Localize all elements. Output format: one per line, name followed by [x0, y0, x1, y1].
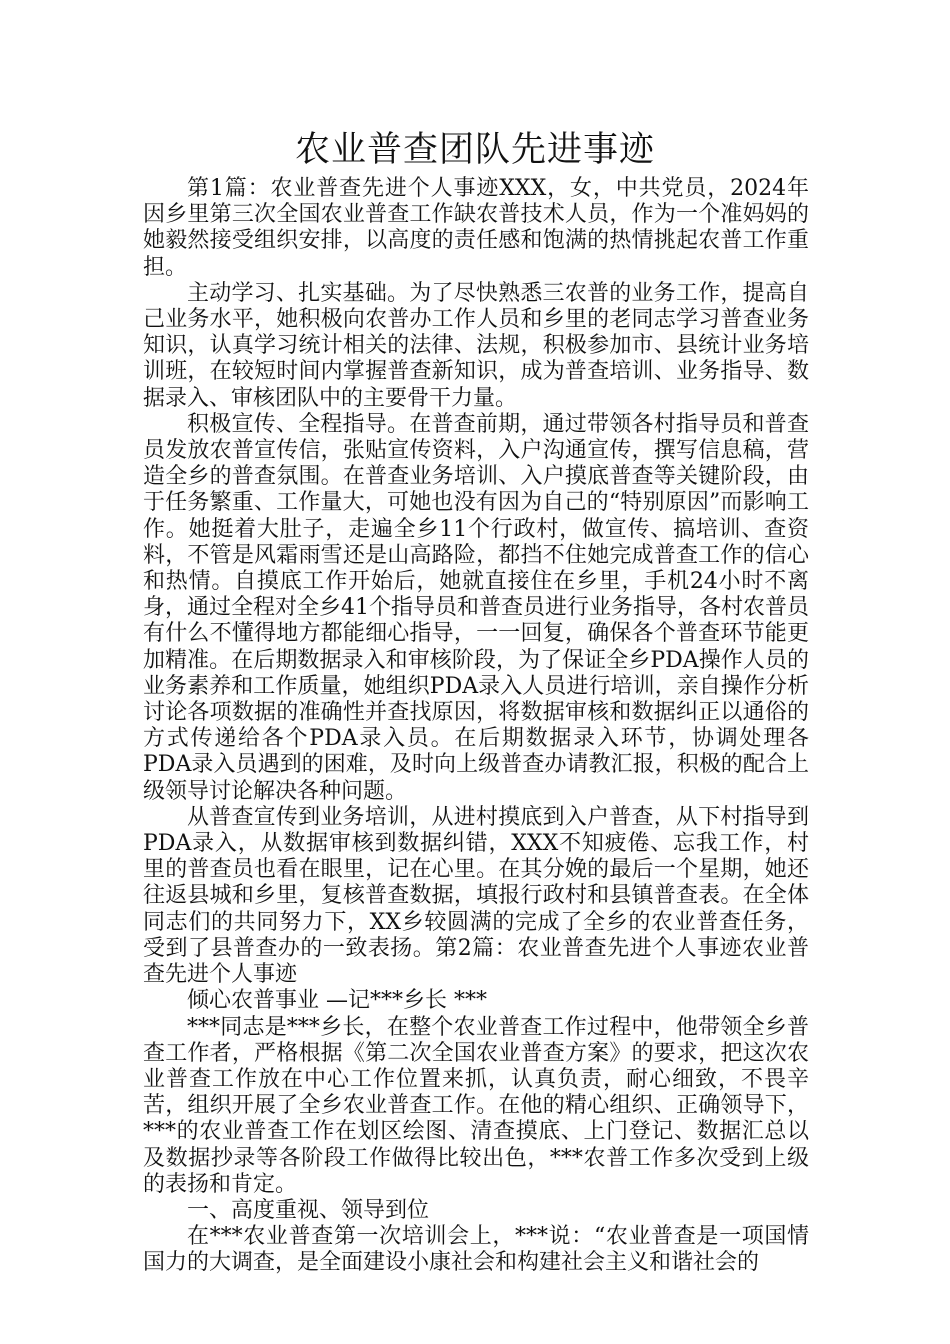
- paragraph-7: 一、高度重视、领导到位: [187, 1197, 430, 1223]
- paragraph-6: ***同志是***乡长，在整个农业普查工作过程中，他带领全乡普查工作者，严格根据《第二次全国农业普查方案》的要求，把这次农业普查工作放在中心工作位置来抓，认真负责，耐心细致，不畏辛苦，组织开展了全乡农业普查工作。在他的精心组织、正确领导下，***的农业普查工作在划区绘图、清查摸底、上门登记、数据汇总以及数据抄录等各阶段工作做得比较出色，***农普工作多次受到上级的表扬和肯定。: [143, 1014, 809, 1197]
- paragraph-8: 在***农业普查第一次培训会上，***说：“农业普查是一项国情国力的大调查，是全面建设小康社会和构建社会主义和谐社会的: [143, 1224, 809, 1276]
- paragraph-5: 倾心农普事业 —记***乡长 ***: [187, 988, 487, 1014]
- paragraph-2: 主动学习、扎实基础。为了尽快熟悉三农普的业务工作，提高自己业务水平，她积极向农普办工作人员和乡里的老同志学习普查业务知识，认真学习统计相关的法律、法规，积极参加市、县统计业务培训班，在较短时间内掌握普查新知识，成为普查培训、业务指导、数据录入、审核团队中的主要骨干力量。: [143, 280, 809, 411]
- paragraph-3: 积极宣传、全程指导。在普查前期，通过带领各村指导员和普查员发放农普宣传信，张贴宣传资料，入户沟通宣传，撰写信息稿，营造全乡的普查氛围。在普查业务培训、入户摸底普查等关键阶段，由于任务繁重、工作量大，可她也没有因为自己的“特别原因”而影响工作。她挺着大肚子，走遍全乡11个行政村，做宣传、搞培训、查资料，不管是风霜雨雪还是山高路险，都挡不住她完成普查工作的信心和热情。自摸底工作开始后，她就直接住在乡里，手机24小时不离身，通过全程对全乡41个指导员和普查员进行业务指导，各村农普员有什么不懂得地方都能细心指导，一一回复，确保各个普查环节能更加精准。在后期数据录入和审核阶段，为了保证全乡PDA操作人员的业务素养和工作质量，她组织PDA录入人员进行培训，亲自操作分析讨论各项数据的准确性并查找原因，将数据审核和数据纠正以通俗的方式传递给各个PDA录入员。在后期数据录入环节，协调处理各PDA录入员遇到的困难，及时向上级普查办请教汇报，积极的配合上级领导讨论解决各种问题。: [143, 411, 809, 804]
- paragraph-1: 第1篇：农业普查先进个人事迹XXX，女，中共党员，2024年因乡里第三次全国农业普查工作缺农普技术人员，作为一个准妈妈的她毅然接受组织安排，以高度的责任感和饱满的热情挑起农普工作重担。: [143, 176, 809, 280]
- document-body: [143, 176, 809, 1277]
- paragraph-4: 从普查宣传到业务培训，从进村摸底到入户普查，从下村指导到PDA录入，从数据审核到数据纠错，XXX不知疲倦、忘我工作，村里的普查员也看在眼里，记在心里。在其分娩的最后一个星期，她还往返县城和乡里，复核普查数据，填报行政村和县镇普查表。在全体同志们的共同努力下，XX乡较圆满的完成了全乡的农业普查任务，受到了县普查办的一致表扬。第2篇：农业普查先进个人事迹农业普查先进个人事迹: [143, 804, 809, 988]
- document-title: 农业普查团队先进事迹: [294, 130, 655, 170]
